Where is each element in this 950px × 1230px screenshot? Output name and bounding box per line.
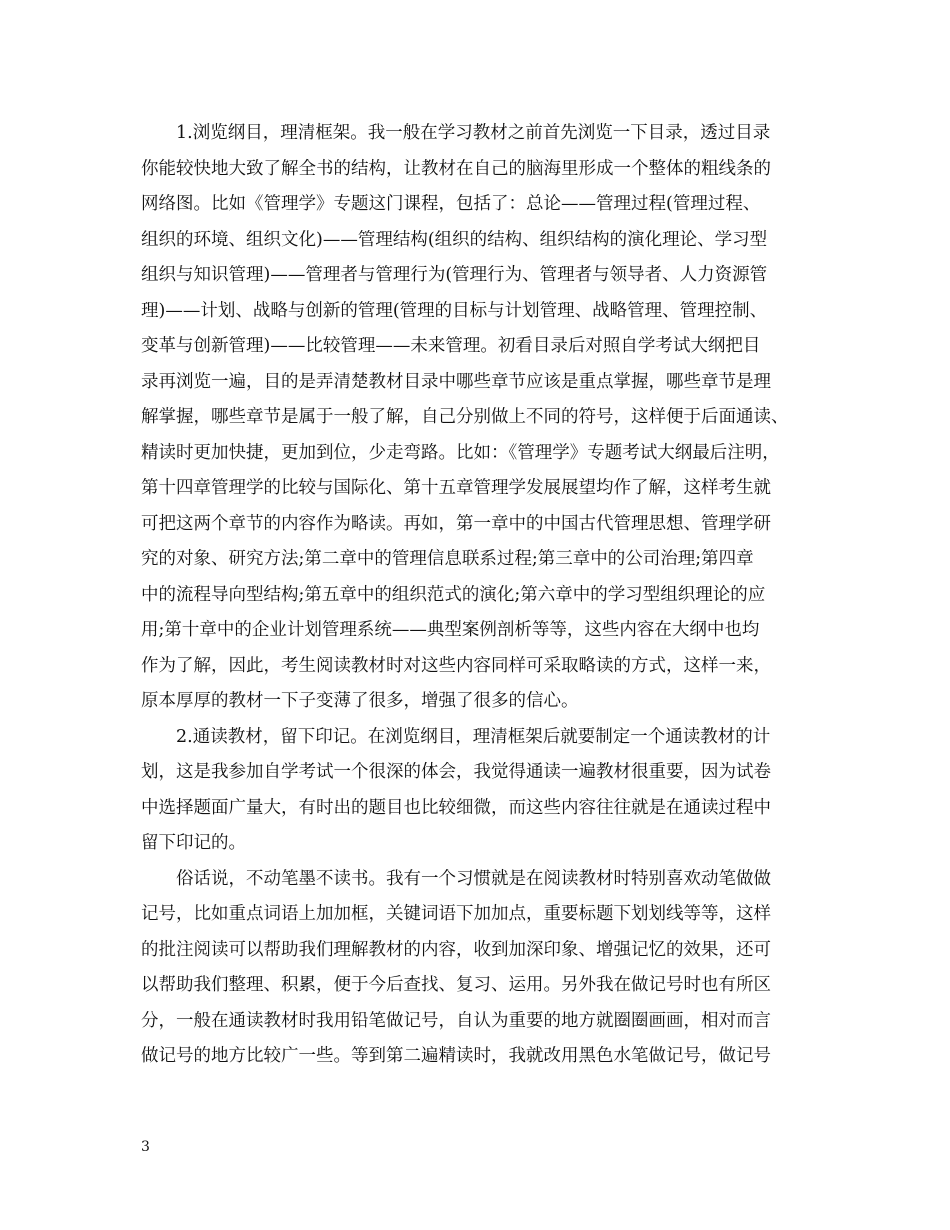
text-line: 可把这两个章节的内容作为略读。再如，第一章中的中国古代管理思想、管理学研 — [141, 513, 771, 534]
text-line: 组织与知识管理)——管理者与管理行为(管理行为、管理者与领导者、人力资源管 — [141, 265, 768, 285]
text-line: 录再浏览一遍，目的是弄清楚教材目录中哪些章节应该是重点掌握，哪些章节是理 — [141, 371, 771, 392]
text-line: 第十四章管理学的比较与国际化、第十五章管理学发展展望均作了解，这样考生就 — [141, 478, 771, 498]
text-line: 究的对象、研究方法;第二章中的管理信息联系过程;第三章中的公司治理;第四章 — [141, 549, 754, 569]
paragraph-3 — [141, 862, 821, 1075]
text-line: 中的流程导向型结构;第五章中的组织范式的演化;第六章中的学习型组织理论的应 — [141, 584, 766, 605]
text-line: 1.浏览纲目，理清框架。我一般在学习教材之前首先浏览一下目录，透过目录 — [176, 123, 771, 143]
text-line: 作为了解，因此，考生阅读教材时对这些内容同样可采取略读的方式，这样一来， — [141, 655, 771, 676]
text-line: 以帮助我们整理、积累，便于今后查找、复习、运用。另外我在做记号时也有所区 — [141, 975, 771, 995]
text-line: 理)——计划、战略与创新的管理(管理的目标与计划管理、战略管理、管理控制、 — [141, 300, 768, 321]
text-line: 分，一般在通读教材时我用铅笔做记号，自认为重要的地方就圈圈画画，相对而言 — [141, 1010, 771, 1031]
paragraph-2 — [141, 720, 821, 862]
text-line: 变革与创新管理)——比较管理——未来管理。初看目录后对照自学考试大纲把目 — [141, 336, 761, 356]
text-line: 组织的环境、组织文化)——管理结构(组织的结构、组织结构的演化理论、学习型 — [141, 229, 768, 250]
text-line: 2.通读教材，留下印记。在浏览纲目，理清框架后就要制定一个通读教材的计 — [176, 726, 771, 747]
body-text — [141, 116, 821, 1075]
text-line: 你能较快地大致了解全书的结构，让教材在自己的脑海里形成一个整体的粗线条的 — [141, 158, 771, 179]
text-line: 精读时更加快捷，更加到位，少走弯路。比如：《管理学》专题考试大纲最后注明， — [141, 442, 780, 463]
paragraph-1 — [141, 116, 821, 720]
text-line: 做记号的地方比较广一些。等到第二遍精读时，我就改用黑色水笔做记号，做记号 — [141, 1046, 771, 1066]
text-line: 解掌握，哪些章节是属于一般了解，自己分别做上不同的符号，这样便于后面通读、 — [141, 407, 789, 427]
text-line: 俗话说，不动笔墨不读书。我有一个习惯就是在阅读教材时特别喜欢动笔做做 — [176, 868, 771, 889]
text-line: 的批注阅读可以帮助我们理解教材的内容，收到加深印象、增强记忆的效果，还可 — [141, 939, 771, 960]
text-line: 划，这是我参加自学考试一个很深的体会，我觉得通读一遍教材很重要，因为试卷 — [141, 762, 771, 782]
text-line: 网络图。比如《管理学》专题这门课程，包括了：总论——管理过程(管理过程、 — [141, 194, 761, 214]
text-line: 留下印记的。 — [141, 833, 246, 853]
page-number: 3 — [141, 1139, 150, 1155]
text-line: 原本厚厚的教材一下子变薄了很多，增强了很多的信心。 — [141, 691, 579, 711]
text-line: 用;第十章中的企业计划管理系统——典型案例剖析等等，这些内容在大纲中也均 — [141, 620, 760, 640]
text-line: 记号，比如重点词语上加加框，关键词语下加加点，重要标题下划划线等等，这样 — [141, 904, 771, 924]
text-line: 中选择题面广量大，有时出的题目也比较细微，而这些内容往往就是在通读过程中 — [141, 797, 771, 818]
